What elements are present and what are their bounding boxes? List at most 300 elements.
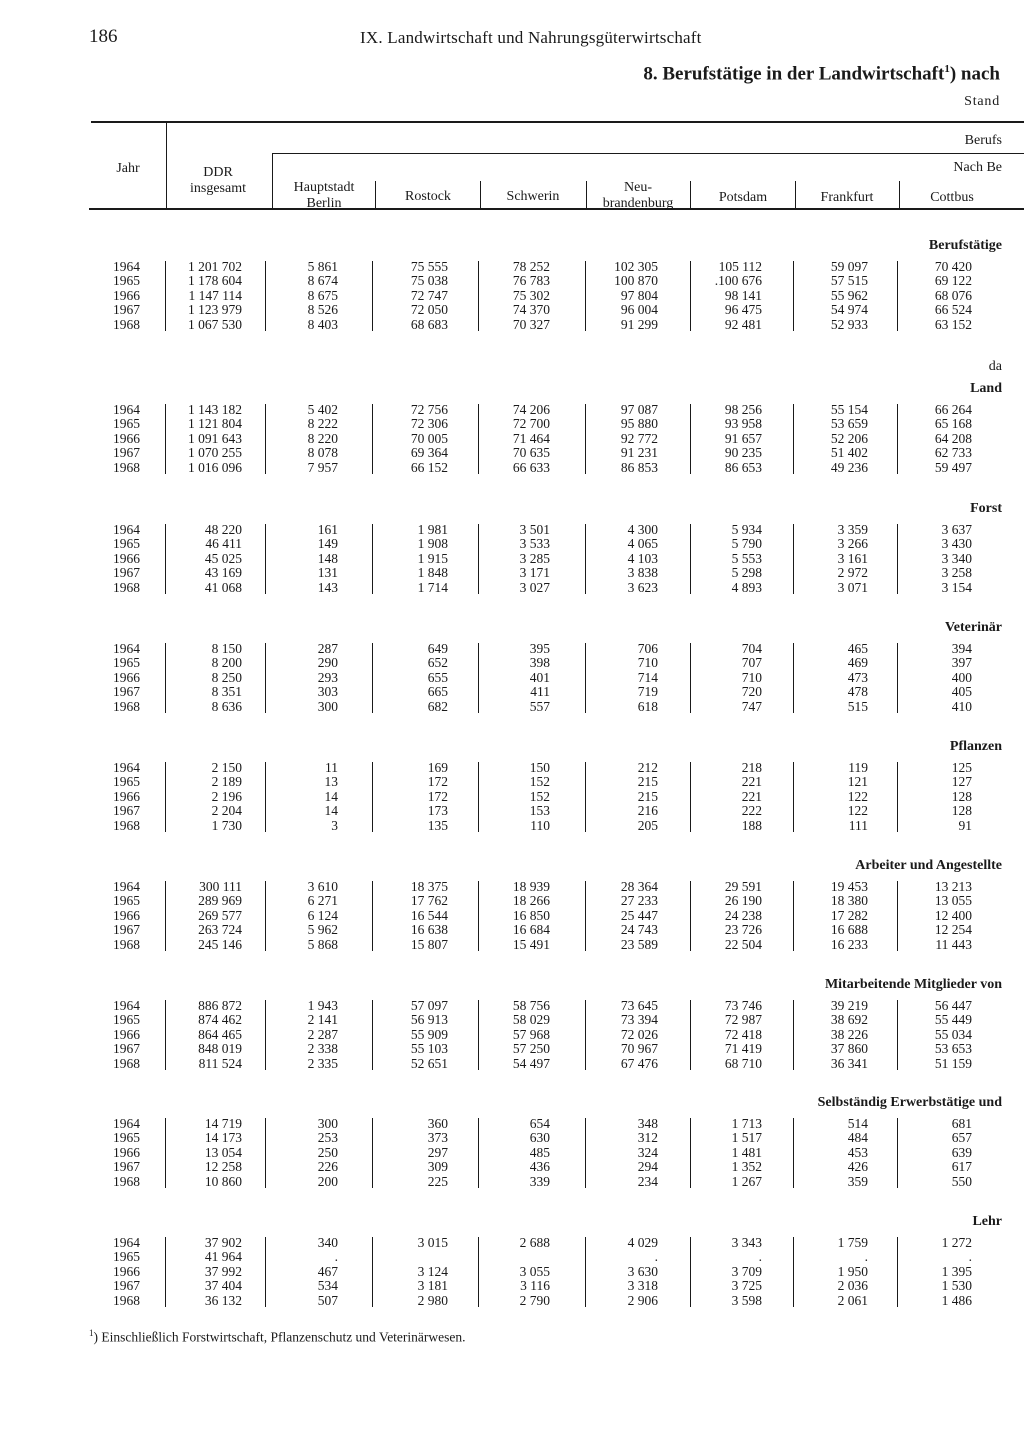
frankfurt-cell: 119 [848, 760, 868, 775]
neubrandenburg-cell: 348 [637, 1116, 658, 1131]
ddr-cell: 37 992 [204, 1263, 242, 1279]
rostock-cell: 1 848 [417, 565, 448, 581]
table-row [0, 1265, 1024, 1279]
neubrandenburg-cell: 4 103 [627, 550, 658, 566]
neubrandenburg-cell: 294 [637, 1159, 658, 1175]
rostock-cell: 3 124 [417, 1263, 448, 1279]
rostock-cell: 172 [427, 774, 448, 790]
table-row [0, 894, 1024, 908]
rostock-cell: 55 909 [410, 1026, 448, 1042]
header-divider [272, 153, 273, 210]
berlin-cell: 8 220 [307, 430, 338, 446]
cottbus-cell: 1 486 [941, 1292, 972, 1308]
year-cell: 1967 [113, 922, 140, 938]
section-title: Mitarbeitende Mitglieder von [824, 977, 1002, 992]
table-row [0, 446, 1024, 460]
year-cell: 1967 [113, 684, 140, 700]
table-row [0, 685, 1024, 699]
berlin-cell: 8 526 [307, 302, 338, 318]
year-cell: 1968 [113, 936, 140, 952]
cottbus-cell: 11 443 [935, 936, 972, 952]
neubrandenburg-cell: 28 364 [620, 879, 658, 894]
neubrandenburg-cell: 706 [637, 641, 658, 656]
footnote-text: ) Einschließlich Forstwirtschaft, Pflanzenschutz und Veterinärwesen. [93, 1329, 466, 1345]
neubrandenburg-cell: . [654, 1249, 658, 1265]
schwerin-cell: 411 [530, 684, 550, 700]
berlin-cell: 7 957 [307, 459, 338, 475]
frankfurt-cell: 121 [847, 774, 868, 790]
header-divider [586, 181, 587, 210]
berlin-cell: 3 [331, 817, 338, 833]
ddr-cell: 8 351 [211, 684, 242, 700]
neubrandenburg-cell: 97 804 [620, 287, 658, 303]
table-row [0, 1042, 1024, 1056]
section-title: Berufstätige [928, 238, 1002, 253]
potsdam-cell: 222 [741, 803, 762, 819]
cottbus-cell: 12 400 [934, 907, 972, 923]
cottbus-cell: 657 [951, 1130, 972, 1146]
ddr-cell: 1 070 255 [188, 445, 242, 461]
berlin-cell: 300 [317, 698, 338, 714]
column-header-line1: Schwerin [506, 189, 560, 204]
schwerin-cell: 3 501 [519, 522, 550, 537]
neubrandenburg-cell: 95 880 [620, 416, 658, 432]
column-header-neubrandenburg [588, 180, 688, 212]
berlin-cell: 148 [317, 550, 338, 566]
schwerin-cell: 153 [529, 803, 550, 819]
cottbus-cell: 63 152 [934, 316, 972, 332]
berlin-cell: 131 [317, 565, 338, 581]
berlin-cell: 300 [317, 1116, 338, 1131]
ddr-cell: 1 143 182 [188, 402, 242, 417]
schwerin-cell: 16 684 [512, 922, 550, 938]
cottbus-cell: 410 [951, 698, 972, 714]
year-cell: 1966 [113, 669, 140, 685]
header-divider [480, 181, 481, 210]
frankfurt-cell: 1 759 [837, 1235, 868, 1250]
footnote [89, 1328, 466, 1346]
table-row [0, 523, 1024, 537]
ddr-cell: 2 189 [211, 774, 242, 790]
ddr-cell: 41 068 [204, 579, 242, 595]
neubrandenburg-cell: 24 743 [620, 922, 658, 938]
schwerin-cell: 401 [529, 669, 550, 685]
year-cell: 1966 [113, 430, 140, 446]
berlin-cell: . [334, 1249, 338, 1265]
frankfurt-cell: 19 453 [830, 879, 868, 894]
potsdam-cell: 707 [741, 655, 762, 671]
schwerin-cell: 18 266 [512, 893, 550, 909]
schwerin-cell: 78 252 [512, 259, 550, 274]
year-cell: 1964 [113, 760, 140, 775]
rostock-cell: 1 915 [417, 550, 448, 566]
cottbus-cell: 128 [951, 788, 972, 804]
ddr-cell: 12 258 [204, 1159, 242, 1175]
neubrandenburg-cell: 216 [637, 803, 658, 819]
berlin-cell: 143 [317, 579, 338, 595]
year-cell: 1966 [113, 287, 140, 303]
neubrandenburg-cell: 4 065 [627, 536, 658, 552]
rostock-cell: 665 [427, 684, 448, 700]
ddr-cell: 36 132 [204, 1292, 242, 1308]
potsdam-cell: 221 [741, 774, 762, 790]
frankfurt-cell: 3 266 [837, 536, 868, 552]
header-divider [899, 181, 900, 210]
rostock-cell: 655 [427, 669, 448, 685]
berlin-cell: 6 271 [307, 893, 338, 909]
ddr-cell: 1 016 096 [188, 459, 242, 475]
frankfurt-cell: 57 515 [830, 273, 868, 289]
cottbus-cell: 53 653 [934, 1041, 972, 1057]
schwerin-cell: 72 700 [512, 416, 550, 432]
cottbus-cell: 128 [951, 803, 972, 819]
berlin-cell: 8 403 [307, 316, 338, 332]
table-row [0, 260, 1024, 274]
rostock-cell: 15 807 [410, 936, 448, 952]
table-row [0, 1013, 1024, 1027]
ddr-cell: 245 146 [198, 936, 242, 952]
berlin-cell: 290 [317, 655, 338, 671]
table-row [0, 1279, 1024, 1293]
year-cell: 1965 [113, 655, 140, 671]
frankfurt-cell: 38 226 [830, 1026, 868, 1042]
year-cell: 1964 [113, 1235, 140, 1250]
frankfurt-cell: 478 [847, 684, 868, 700]
neubrandenburg-cell: 618 [637, 698, 658, 714]
neubrandenburg-cell: 4 300 [627, 522, 658, 537]
table-row [0, 289, 1024, 303]
column-header-line1: Rostock [405, 189, 451, 204]
ddr-cell: 14 173 [204, 1130, 242, 1146]
cottbus-cell: 3 340 [941, 550, 972, 566]
ddr-cell: 8 200 [211, 655, 242, 671]
table-row [0, 1117, 1024, 1131]
rostock-cell: 297 [427, 1144, 448, 1160]
berlin-cell: 8 674 [307, 273, 338, 289]
neubrandenburg-cell: 92 772 [620, 430, 658, 446]
berlin-cell: 8 675 [307, 287, 338, 303]
schwerin-cell: 3 171 [519, 565, 550, 581]
frankfurt-cell: 514 [847, 1116, 868, 1131]
potsdam-cell: 72 987 [724, 1012, 762, 1028]
ddr-cell: 8 150 [211, 641, 242, 656]
potsdam-cell: 73 746 [724, 998, 762, 1013]
year-cell: 1965 [113, 1130, 140, 1146]
ddr-cell: 2 150 [211, 760, 242, 775]
potsdam-cell: 98 256 [724, 402, 762, 417]
section-title-fragment: da [988, 359, 1002, 374]
berlin-cell: 2 335 [307, 1055, 338, 1071]
table-row [0, 923, 1024, 937]
table-row [0, 819, 1024, 833]
schwerin-cell: 3 116 [520, 1278, 550, 1294]
cottbus-cell: 681 [951, 1116, 972, 1131]
table-row [0, 761, 1024, 775]
schwerin-cell: 2 790 [519, 1292, 550, 1308]
berlin-cell: 8 222 [307, 416, 338, 432]
frankfurt-cell: 38 692 [830, 1012, 868, 1028]
frankfurt-cell: 2 061 [837, 1292, 868, 1308]
cottbus-cell: 62 733 [934, 445, 972, 461]
frankfurt-cell: 55 962 [830, 287, 868, 303]
header-divider [375, 181, 376, 210]
frankfurt-cell: 484 [847, 1130, 868, 1146]
year-cell: 1967 [113, 565, 140, 581]
ddr-cell: 300 111 [199, 879, 242, 894]
table-row [0, 656, 1024, 670]
schwerin-cell: 3 285 [519, 550, 550, 566]
berlin-cell: 5 868 [307, 936, 338, 952]
table-row [0, 1175, 1024, 1189]
berlin-cell: 303 [317, 684, 338, 700]
frankfurt-cell: 1 950 [837, 1263, 868, 1279]
berlin-cell: 3 610 [307, 879, 338, 894]
schwerin-cell: 71 464 [512, 430, 550, 446]
schwerin-cell: 630 [529, 1130, 550, 1146]
column-header-berlin [276, 180, 372, 212]
cottbus-cell: 125 [951, 760, 972, 775]
ddr-cell: 289 969 [198, 893, 242, 909]
cottbus-cell: 3 154 [941, 579, 972, 595]
ddr-cell: 848 019 [198, 1041, 242, 1057]
potsdam-cell: 91 657 [724, 430, 762, 446]
ddr-cell: 37 902 [204, 1235, 242, 1250]
ddr-cell: 46 411 [205, 536, 242, 552]
schwerin-cell: 57 968 [512, 1026, 550, 1042]
rostock-cell: 682 [427, 698, 448, 714]
year-cell: 1968 [113, 579, 140, 595]
cottbus-cell: 56 447 [934, 998, 972, 1013]
cottbus-cell: 91 [958, 817, 972, 833]
year-cell: 1965 [113, 536, 140, 552]
table-row [0, 461, 1024, 475]
frankfurt-cell: 359 [847, 1173, 868, 1189]
potsdam-cell: 188 [741, 817, 762, 833]
table-row [0, 432, 1024, 446]
neubrandenburg-cell: 91 299 [620, 316, 658, 332]
table-row [0, 790, 1024, 804]
rostock-cell: 68 683 [410, 316, 448, 332]
column-header-ddr-line1: DDR [203, 165, 233, 180]
neubrandenburg-cell: 234 [637, 1173, 658, 1189]
running-head: IX. Landwirtschaft und Nahrungsgüterwirtschaft [360, 28, 702, 47]
schwerin-cell: 110 [530, 817, 550, 833]
cottbus-cell: 69 122 [934, 273, 972, 289]
neubrandenburg-cell: 3 630 [627, 1263, 658, 1279]
table-row [0, 1028, 1024, 1042]
year-cell: 1968 [113, 459, 140, 475]
year-cell: 1967 [113, 302, 140, 318]
neubrandenburg-cell: 27 233 [620, 893, 658, 909]
potsdam-cell: 71 419 [724, 1041, 762, 1057]
table-row [0, 909, 1024, 923]
berlin-cell: 287 [317, 641, 338, 656]
rostock-cell: 2 980 [417, 1292, 448, 1308]
frankfurt-cell: 2 972 [837, 565, 868, 581]
schwerin-cell: 152 [529, 774, 550, 790]
berlin-cell: 8 078 [307, 445, 338, 461]
neubrandenburg-cell: 312 [637, 1130, 658, 1146]
column-header-cottbus [902, 190, 1002, 206]
potsdam-cell: 1 481 [731, 1144, 762, 1160]
table-row [0, 1250, 1024, 1264]
rostock-cell: 75 038 [410, 273, 448, 289]
header-bottom-rule [89, 208, 1024, 210]
schwerin-cell: 152 [529, 788, 550, 804]
frankfurt-cell: 122 [847, 788, 868, 804]
berlin-cell: 340 [317, 1235, 338, 1250]
berlin-cell: 507 [317, 1292, 338, 1308]
frankfurt-cell: 16 688 [830, 922, 868, 938]
berlin-cell: 5 861 [307, 259, 338, 274]
year-cell: 1965 [113, 1249, 140, 1265]
berlin-cell: 5 402 [307, 402, 338, 417]
column-header-line1: Neu- [624, 180, 652, 195]
section-title: Pflanzen [949, 739, 1002, 754]
berlin-cell: 5 962 [307, 922, 338, 938]
frankfurt-cell: 36 341 [830, 1055, 868, 1071]
ddr-cell: 1 067 530 [188, 316, 242, 332]
ddr-cell: 2 196 [211, 788, 242, 804]
rostock-cell: 52 651 [410, 1055, 448, 1071]
neubrandenburg-cell: 4 029 [627, 1235, 658, 1250]
frankfurt-cell: 469 [847, 655, 868, 671]
cottbus-cell: 639 [951, 1144, 972, 1160]
frankfurt-cell: 3 071 [837, 579, 868, 595]
schwerin-cell: 58 029 [512, 1012, 550, 1028]
cottbus-cell: 59 497 [934, 459, 972, 475]
berlin-cell: 250 [317, 1144, 338, 1160]
cottbus-cell: 405 [951, 684, 972, 700]
potsdam-cell: 5 553 [731, 550, 762, 566]
schwerin-cell: 395 [529, 641, 550, 656]
header-divider [795, 181, 796, 210]
neubrandenburg-cell: 215 [637, 774, 658, 790]
table-row [0, 1160, 1024, 1174]
column-header-frankfurt [797, 190, 897, 206]
ddr-cell: 1 123 979 [188, 302, 242, 318]
section-title: Veterinär [944, 620, 1002, 635]
potsdam-cell: 218 [741, 760, 762, 775]
frankfurt-cell: . [864, 1249, 868, 1265]
rostock-cell: 55 103 [410, 1041, 448, 1057]
neubrandenburg-cell: 73 394 [620, 1012, 658, 1028]
potsdam-cell: 747 [741, 698, 762, 714]
potsdam-cell: 90 235 [724, 445, 762, 461]
schwerin-cell: 2 688 [519, 1235, 550, 1250]
schwerin-cell: 74 206 [512, 402, 550, 417]
potsdam-cell: 3 725 [731, 1278, 762, 1294]
neubrandenburg-cell: 102 305 [614, 259, 658, 274]
cottbus-cell: 66 264 [934, 402, 972, 417]
table-row [0, 1131, 1024, 1145]
frankfurt-cell: 111 [848, 817, 868, 833]
potsdam-cell: 24 238 [724, 907, 762, 923]
table-row [0, 775, 1024, 789]
year-cell: 1966 [113, 550, 140, 566]
cottbus-cell: 3 430 [941, 536, 972, 552]
schwerin-cell: 485 [529, 1144, 550, 1160]
frankfurt-cell: 54 974 [830, 302, 868, 318]
cottbus-cell: 65 168 [934, 416, 972, 432]
frankfurt-cell: 55 154 [830, 402, 868, 417]
ddr-cell: 8 250 [211, 669, 242, 685]
rostock-cell: 360 [427, 1116, 448, 1131]
table-row [0, 581, 1024, 595]
potsdam-cell: 5 298 [731, 565, 762, 581]
frankfurt-cell: 18 380 [830, 893, 868, 909]
column-header-potsdam [693, 190, 793, 206]
frankfurt-cell: 453 [847, 1144, 868, 1160]
ddr-cell: 1 730 [211, 817, 242, 833]
neubrandenburg-cell: 710 [637, 655, 658, 671]
neubrandenburg-cell: 3 623 [627, 579, 658, 595]
section-title: Forst [970, 501, 1002, 516]
neubrandenburg-cell: 3 838 [627, 565, 658, 581]
cottbus-cell: 3 258 [941, 565, 972, 581]
frankfurt-cell: 2 036 [837, 1278, 868, 1294]
header-divider [166, 123, 167, 210]
neubrandenburg-cell: 72 026 [620, 1026, 658, 1042]
table-row [0, 642, 1024, 656]
ddr-cell: 1 147 114 [188, 287, 242, 303]
table-row [0, 274, 1024, 288]
potsdam-cell: 3 598 [731, 1292, 762, 1308]
table-row [0, 318, 1024, 332]
cottbus-cell: 66 524 [934, 302, 972, 318]
potsdam-cell: 1 267 [731, 1173, 762, 1189]
schwerin-cell: 436 [529, 1159, 550, 1175]
ddr-cell: 10 860 [204, 1173, 242, 1189]
berlin-cell: 534 [317, 1278, 338, 1294]
page-number: 186 [89, 26, 118, 47]
potsdam-cell: 1 517 [731, 1130, 762, 1146]
table-title-text: 8. Berufstätige in der Landwirtschaft [643, 63, 945, 85]
year-cell: 1968 [113, 1055, 140, 1071]
cottbus-cell: 400 [951, 669, 972, 685]
potsdam-cell: 72 418 [724, 1026, 762, 1042]
cottbus-cell: 1 395 [941, 1263, 972, 1279]
rostock-cell: 56 913 [410, 1012, 448, 1028]
berlin-cell: 253 [317, 1130, 338, 1146]
section-title: Lehr [972, 1214, 1002, 1229]
year-cell: 1964 [113, 522, 140, 537]
column-header-jahr: Jahr [116, 161, 140, 176]
column-header-line2: brandenburg [602, 196, 674, 211]
frankfurt-cell: 52 206 [830, 430, 868, 446]
potsdam-cell: 5 934 [731, 522, 762, 537]
neubrandenburg-cell: 70 967 [620, 1041, 658, 1057]
schwerin-cell: 57 250 [512, 1041, 550, 1057]
berlin-cell: 14 [324, 788, 338, 804]
neubrandenburg-cell: 324 [637, 1144, 658, 1160]
rostock-cell: 17 762 [410, 893, 448, 909]
schwerin-cell: 70 327 [512, 316, 550, 332]
schwerin-cell: 3 533 [519, 536, 550, 552]
cottbus-cell: 394 [951, 641, 972, 656]
table-row [0, 1057, 1024, 1071]
cottbus-cell: 55 034 [934, 1026, 972, 1042]
neubrandenburg-cell: 67 476 [620, 1055, 658, 1071]
rostock-cell: 16 638 [410, 922, 448, 938]
potsdam-cell: 221 [741, 788, 762, 804]
potsdam-cell: 105 112 [718, 259, 762, 274]
rostock-cell: 135 [427, 817, 448, 833]
rostock-cell: 649 [427, 641, 448, 656]
schwerin-cell: 150 [529, 760, 550, 775]
rostock-cell: 652 [427, 655, 448, 671]
table-row [0, 566, 1024, 580]
